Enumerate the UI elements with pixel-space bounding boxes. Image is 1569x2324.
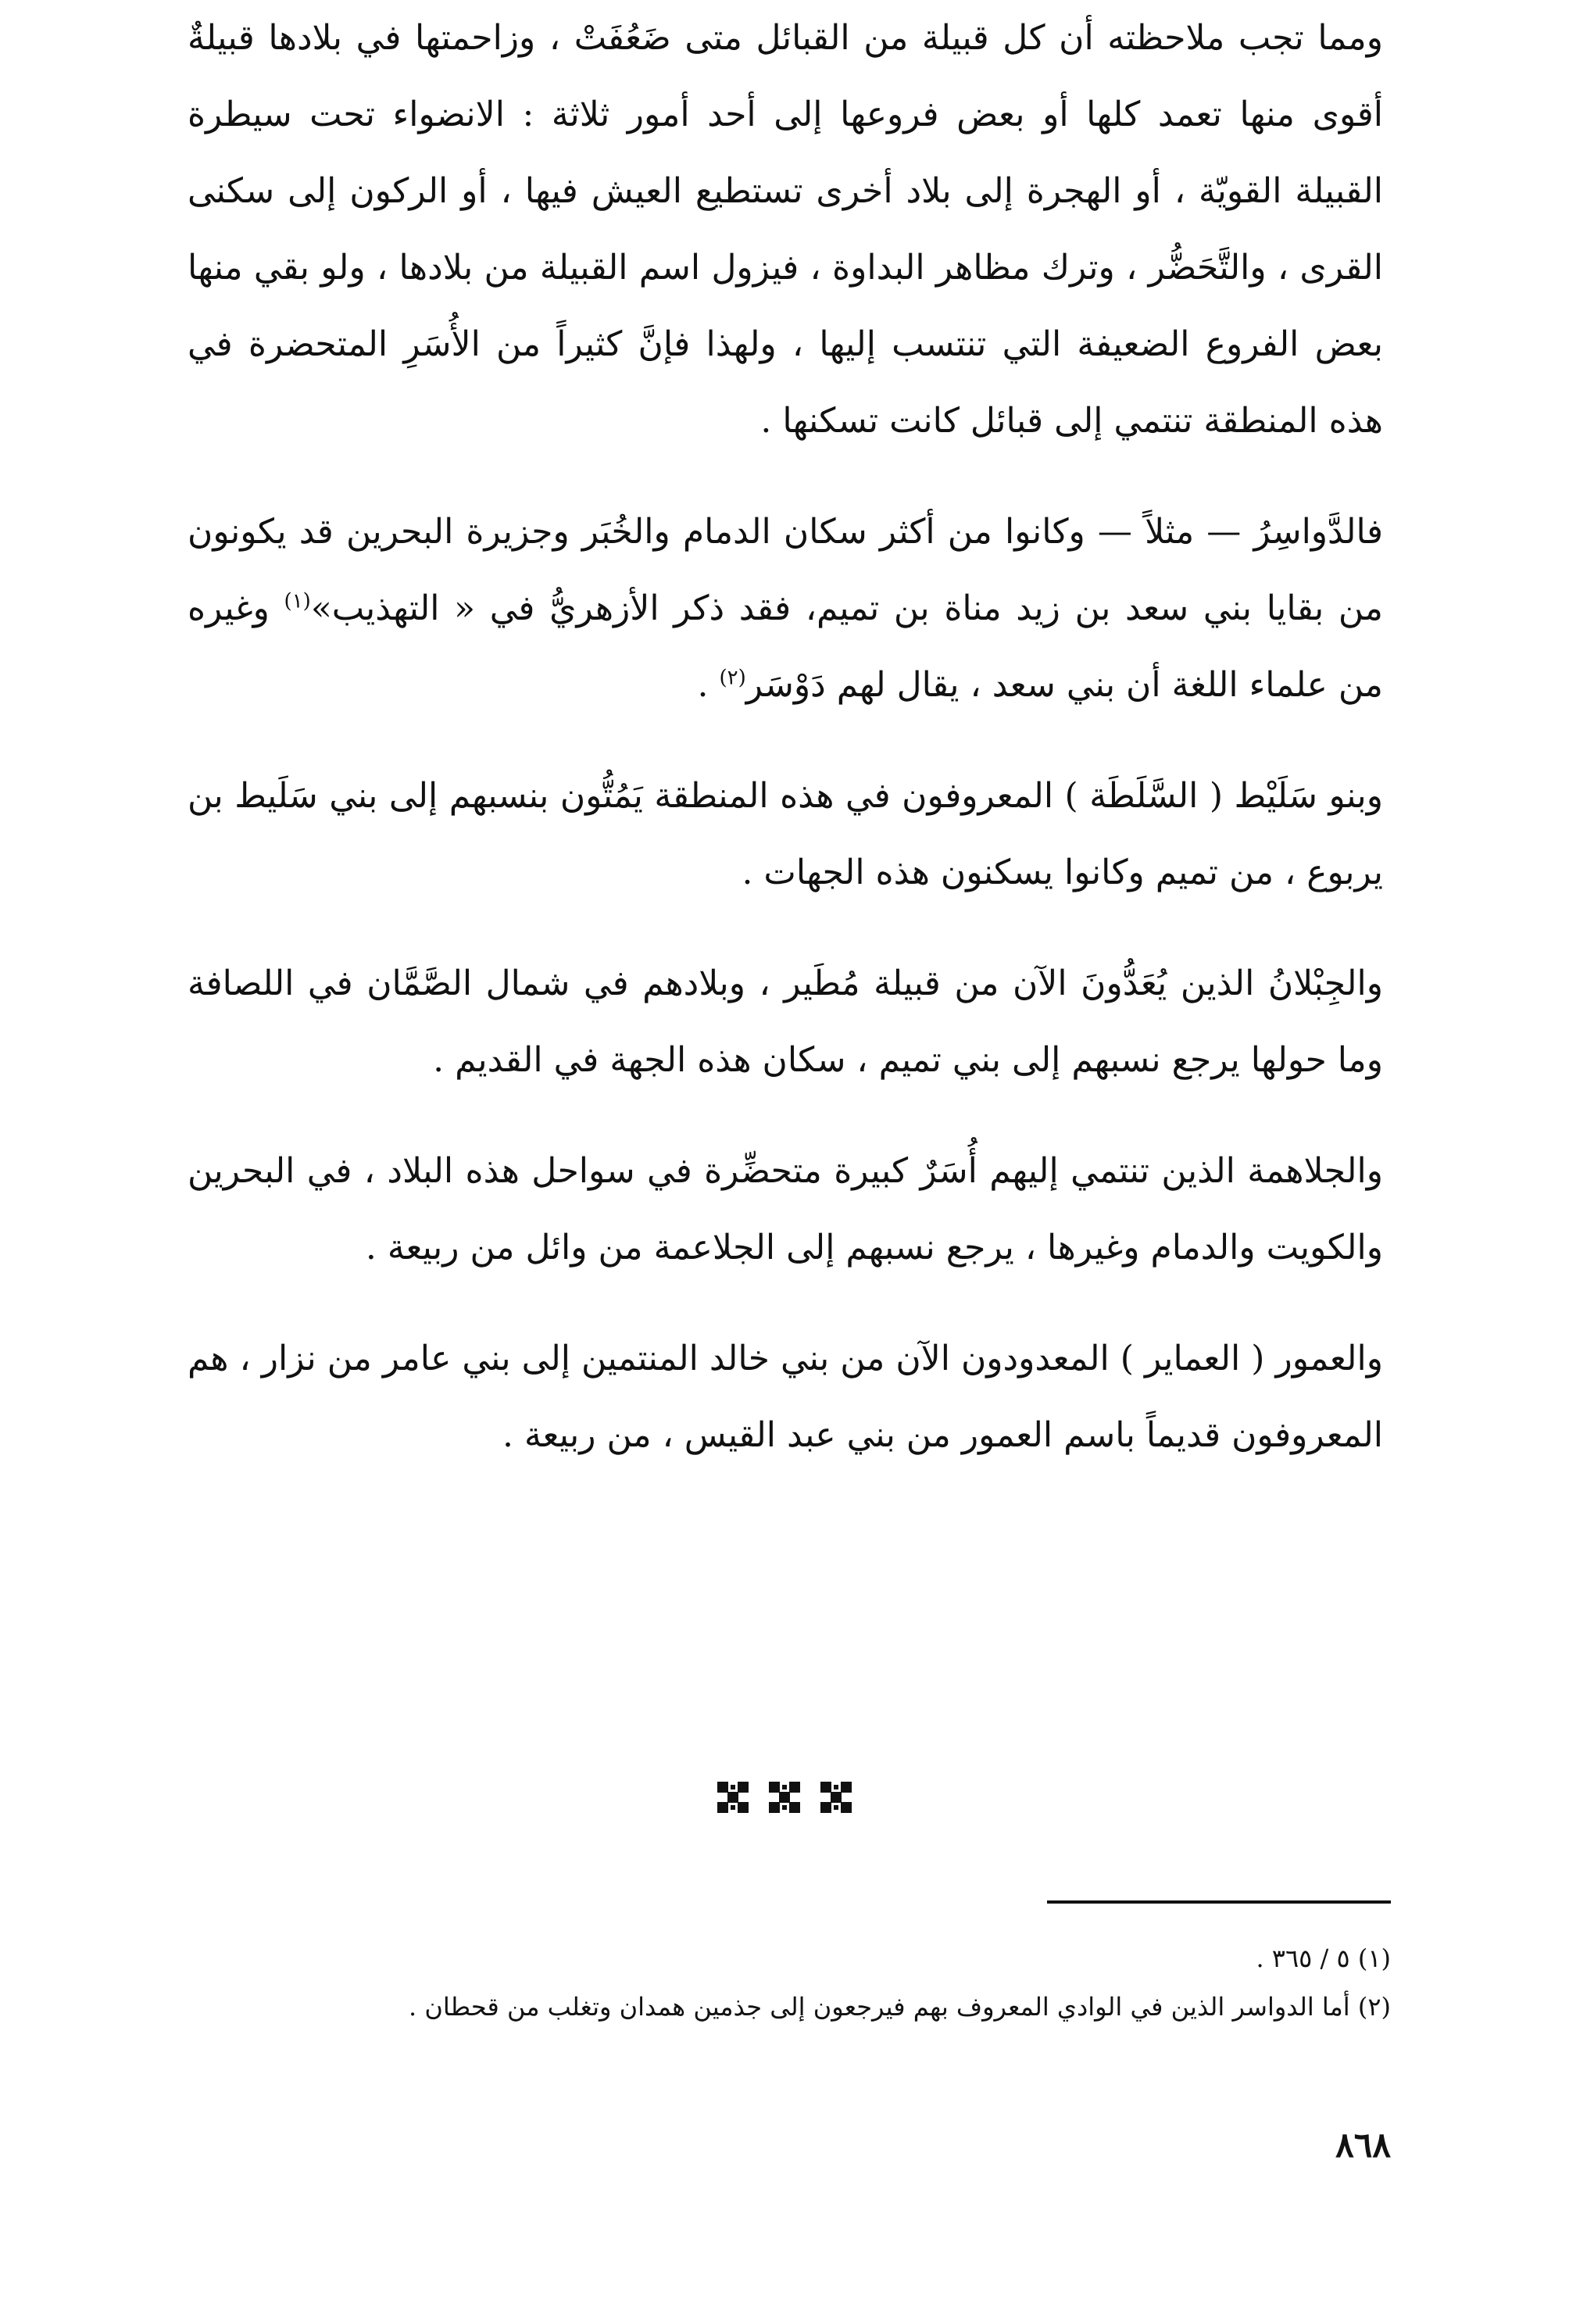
ornament-cross-icon	[820, 1782, 852, 1813]
section-ornament	[0, 1782, 1569, 1813]
footnote-ref-1[interactable]: (١)	[284, 589, 311, 613]
paragraph-bani-sulait: وبنو سَلَيْط ( السَّلَطَة ) المعروفون في هذه المنطقة يَمُتُّون بنسبهم إلى بني سَلَيط بن يربوع ، من تميم وكانوا يسكنون هذه الجهات .	[188, 776, 1383, 892]
paragraph-jiblan: والجِبْلانُ الذين يُعَدُّونَ الآن من قبيلة مُطَير ، وبلادهم في شمال الصَّمَّان في اللصافة وما حولها يرجع نسبهم إلى بني تميم ، سكان هذه الجهة في القديم .	[188, 964, 1383, 1080]
footnotes	[281, 1934, 1391, 2031]
paragraph-dawasir	[188, 494, 1383, 724]
paragraph-tribes-weakening: ومما تجب ملاحظته أن كل قبيلة من القبائل متى ضَعُفَتْ ، وزاحمتها في بلادها قبيلةٌ أقوى منها تعمد كلها أو بعض فروعها إلى أحد أمور ثلاثة : الانضواء تحت سيطرة القبيلة القويّة ، أو الهجرة إلى بلاد أخرى تستطيع العيش فيها ، أو الركون إلى سكنى القرى ، والتَّحَضُّر ، وترك مظاهر البداوة ، فيزول اسم القبيلة من بلادها ، ولو بقي منها بعض الفروع الضعيفة التي تنتسب إليها ، ولهذا فإنَّ كثيراً من الأُسَرِ المتحضرة في هذه المنطقة تنتمي إلى قبائل كانت تسكنها .	[188, 18, 1383, 441]
paragraph-jalahima: والجلاهمة الذين تنتمي إليهم أُسَرٌ كبيرة متحضِّرة في سواحل هذه البلاد ، في البحرين والكويت والدمام وغيرها ، يرجع نسبهم إلى الجلاعمة من وائل من ربيعة .	[188, 1151, 1383, 1267]
main-text	[188, 0, 1383, 1508]
footnote-separator	[1047, 1900, 1391, 1904]
dawasir-text-middle: وغيره من علماء اللغة أن بني سعد ، يقال لهم دَوْسَر	[188, 588, 1383, 705]
footnote-1: (١) ٥ / ٣٦٥ .	[1256, 1943, 1391, 1973]
ornament-cross-icon	[769, 1782, 800, 1813]
footnote-ref-2[interactable]: (٢)	[719, 666, 746, 690]
page-number: ٨٦٨	[1335, 2126, 1391, 2165]
footnote-2: (٢) أما الدواسر الذين في الوادي المعروف بهم فيرجعون إلى جذمين همدان وتغلب من قحطان .	[408, 1992, 1391, 2022]
dawasir-text-start: فالدَّواسِرُ — مثلاً — وكانوا من أكثر سكان الدمام والخُبَر وجزيرة البحرين قد يكونون من بقايا بني سعد بن زيد مناة بن تميم، فقد ذكر الأزهريُّ في « التهذيب»	[188, 512, 1383, 628]
paragraph-umur: والعمور ( العماير ) المعدودون الآن من بني خالد المنتمين إلى بني عامر من نزار ، هم المعروفون قديماً باسم العمور من بني عبد القيس ، من ربيعة .	[188, 1339, 1383, 1455]
ornament-cross-icon	[717, 1782, 749, 1813]
dawasir-text-end: .	[697, 665, 720, 705]
